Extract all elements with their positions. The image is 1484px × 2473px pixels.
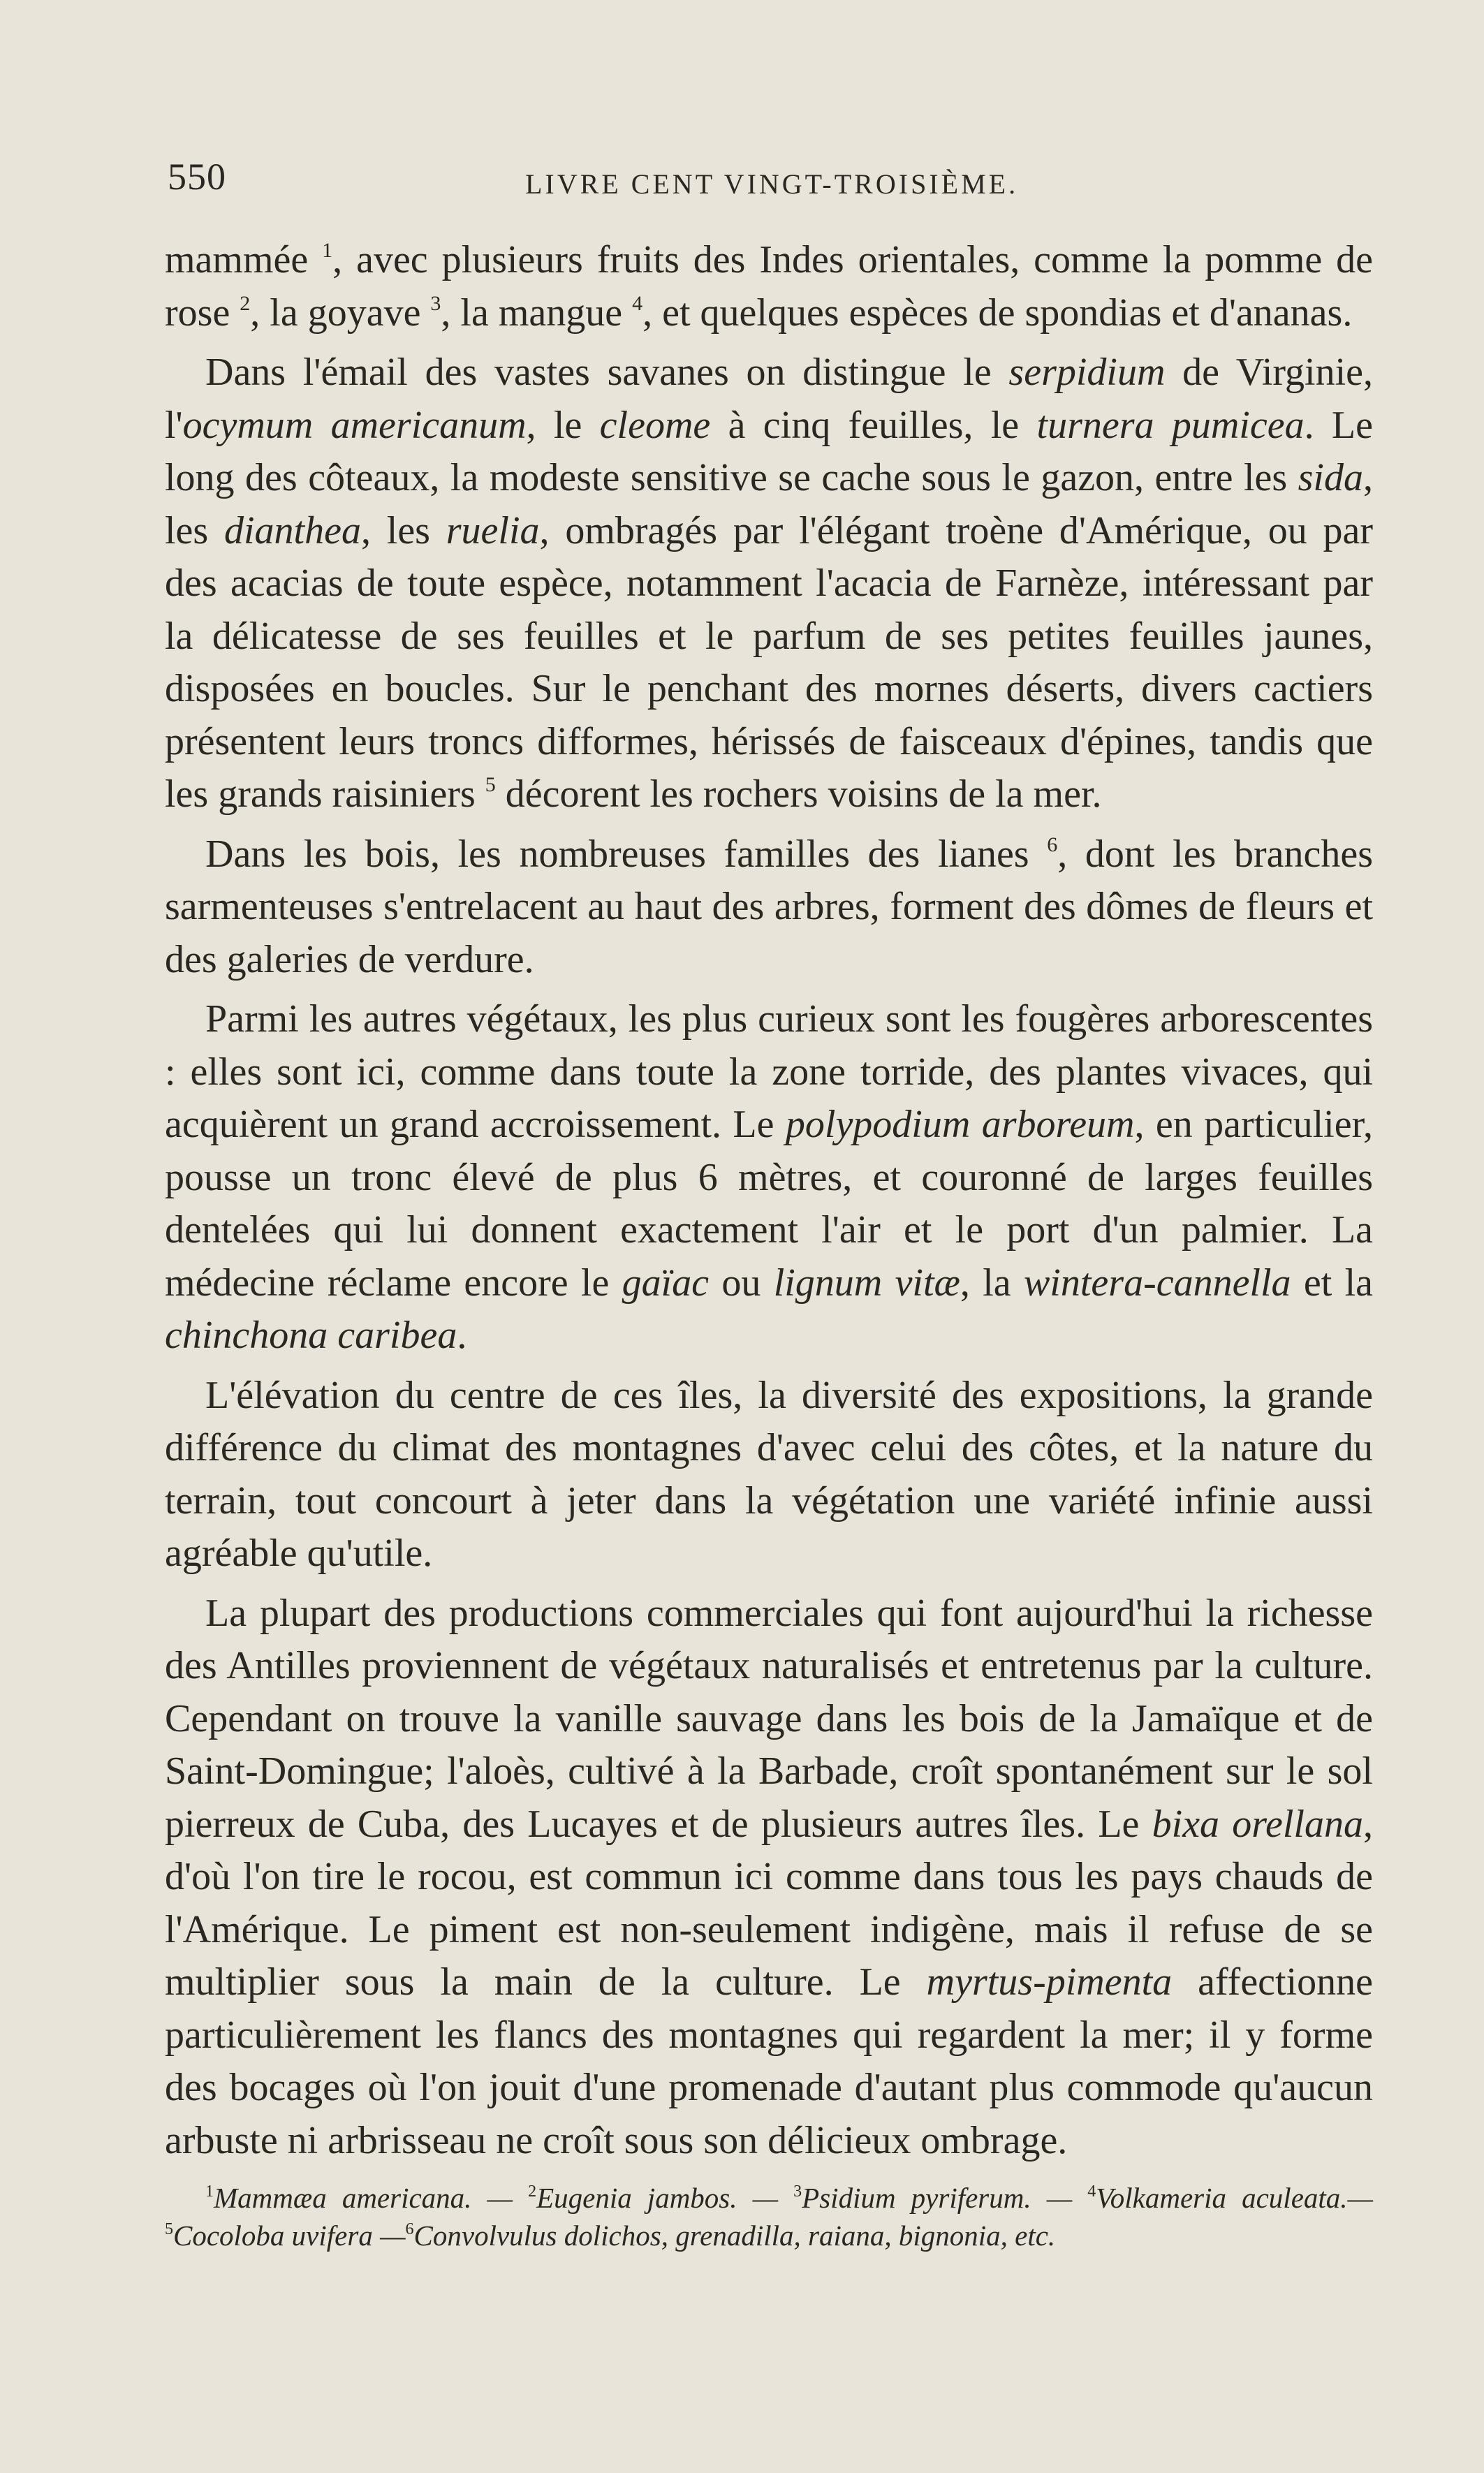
running-title: LIVRE CENT VINGT-TROISIÈME. [524,168,1019,200]
paragraph-2: Dans l'émail des vastes savanes on distingue le serpidium de Virginie, l'ocymum americanum, le cleome à cinq feuilles, le turnera pumicea. Le long des côteaux, la modeste sensitive se cache sous le gazon, entre les sida, les dianthea, les ruelia, ombragés par l'élégant troène d'Amérique, ou par des acacias de toute espèce, notamment l'acacia de Farnèze, intéressant par la délicatesse de ses feuilles et le parfum de ses petites feuilles jaunes, disposées en boucles. Sur le penchant des mornes déserts, divers cactiers présentent leurs troncs difformes, hérissés de faisceaux d'épines, tandis que les grands raisiniers $^5$ décorent les rochers voisins de la mer. [165,351,1373,816]
latin-name: gaïac [622,1261,710,1305]
footnote-ref: 3 [430,291,441,315]
paragraph-1: mammée $^1$, avec plusieurs fruits des Indes orientales, comme la pomme de rose $^2$, la goyave $^3$, la mangue $^4$, et quelques espèces de spondias et d'ananas. [165,238,1373,335]
footnote-ref: 2 [240,291,251,315]
latin-name: dianthea [224,508,361,552]
latin-name: chinchona caribea [165,1314,457,1357]
footnotes: $^1$Mammæa americana. — $^2$Eugenia jambos. — $^3$Psidium pyriferum. — $^4$Volkameria aculeata.— $^5$Cocoloba uvifera —$^6$Convolvulus dolichos, grenadilla, raiana, bignonia, etc. [165,2182,1373,2252]
paragraph-6: La plupart des productions commerciales qui font aujourd'hui la richesse des Antilles proviennent de végétaux naturalisés et entretenus par la culture. Cependant on trouve la vanille sauvage dans les bois de la Jamaïque et de Saint-Domingue; l'aloès, cultivé à la Barbade, croît spontanément sur le sol pierreux de Cuba, des Lucayes et de plusieurs autres îles. Le bixa orellana, d'où l'on tire le rocou, est commun ici comme dans tous les pays chauds de l'Amérique. Le piment est non-seulement indigène, mais il refuse de se multiplier sous la main de la culture. Le myrtus-pimenta affectionne particulièrement les flancs des montagnes qui regardent la mer; il y forme des bocages où l'on jouit d'une promenade d'autant plus commode qu'aucun arbuste ni arbrisseau ne croît sous son délicieux ombrage. [165,1591,1373,2162]
footnote-ref: 4 [632,291,643,315]
footnote-ref: 1 [322,239,333,262]
latin-name: bixa orellana [1152,1802,1363,1846]
page-number: 550 [168,156,226,198]
latin-name: sida [1298,456,1363,499]
footnote-ref: 5 [485,773,496,796]
page-header [168,155,1376,211]
latin-name: cleome [599,403,711,447]
latin-name: serpidium [1008,351,1166,394]
latin-name: lignum vitæ [773,1261,960,1305]
latin-name: turnera pumicea [1036,403,1305,447]
latin-name: polypodium arboreum [785,1103,1135,1146]
latin-name: myrtus-pimenta [926,1960,1173,2004]
body-text [165,234,1373,2167]
paragraph-5: L'élévation du centre de ces îles, la diversité des expositions, la grande différence du climat des montagnes d'avec celui des côtes, et la nature du terrain, tout concourt à jeter dans la végétation une variété infinie aussi agréable qu'utile. [165,1373,1373,1575]
latin-name: ruelia [446,508,540,552]
paragraph-3: Dans les bois, les nombreuses familles des lianes $^6$, dont les branches sarmenteuses s'entrelacent au haut des arbres, forment des dômes de fleurs et des galeries de verdure. [165,832,1374,981]
latin-name: wintera-cannella [1023,1261,1291,1305]
paragraph-4: Parmi les autres végétaux, les plus curieux sont les fougères arborescentes : elles sont ici, comme dans toute la zone torride, des plantes vivaces, qui acquièrent un grand accroissement. Le polypodium arboreum, en particulier, pousse un tronc élevé de plus 6 mètres, et couronné de larges feuilles dentelées qui lui donnent exactement l'air et le port d'un palmier. La médecine réclame encore le gaïac ou lignum vitæ, la wintera-cannella et la chinchona caribea. [165,997,1374,1357]
footnote-ref: 6 [1047,832,1058,856]
latin-name: ocymum americanum [182,403,527,447]
